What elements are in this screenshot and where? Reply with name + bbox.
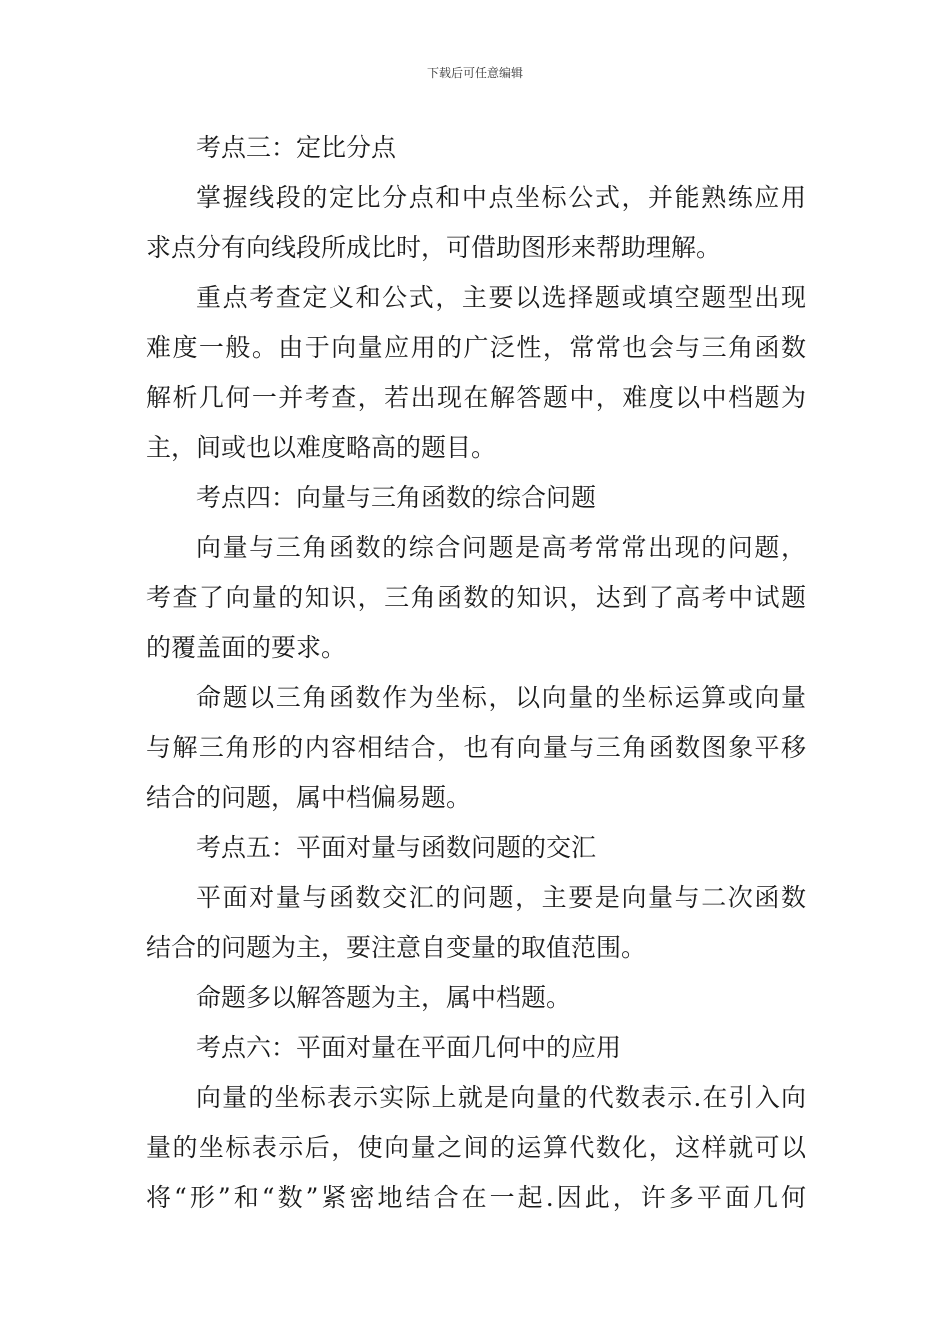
paragraph-line: 重点考查定义和公式，主要以选择题或填空题型出现 — [196, 283, 806, 312]
paragraph-line: 掌握线段的定比分点和中点坐标公式，并能熟练应用 — [196, 183, 806, 212]
paragraph-line: 平面对量与函数交汇的问题，主要是向量与二次函数 — [196, 883, 806, 912]
section-heading-5: 考点五：平面对量与函数问题的交汇 — [196, 833, 597, 862]
section-heading-4: 考点四：向量与三角函数的综合问题 — [196, 483, 597, 512]
paragraph-line: 主，间或也以难度略高的题目。 — [146, 433, 497, 462]
section-heading-6: 考点六：平面对量在平面几何中的应用 — [196, 1033, 622, 1062]
paragraph-line: 将“形”和“数”紧密地结合在一起.因此，许多平面几何 — [146, 1183, 806, 1212]
paragraph-line: 求点分有向线段所成比时，可借助图形来帮助理解。 — [146, 233, 722, 262]
paragraph-line: 考查了向量的知识，三角函数的知识，达到了高考中试题 — [146, 583, 806, 612]
paragraph-line: 结合的问题为主，要注意自变量的取值范围。 — [146, 933, 647, 962]
paragraph-line: 向量与三角函数的综合问题是高考常常出现的问题， — [196, 533, 806, 562]
paragraph-line: 的覆盖面的要求。 — [146, 633, 347, 662]
paragraph-line: 量的坐标表示后，使向量之间的运算代数化，这样就可以 — [146, 1133, 806, 1162]
paragraph-line: 解析几何一并考查，若出现在解答题中，难度以中档题为 — [146, 383, 806, 412]
header-watermark: 下载后可任意编辑 — [426, 66, 523, 80]
paragraph-line: 命题多以解答题为主，属中档题。 — [196, 983, 572, 1012]
paragraph-line: 命题以三角函数作为坐标，以向量的坐标运算或向量 — [196, 683, 806, 712]
section-heading-3: 考点三：定比分点 — [196, 133, 397, 162]
paragraph-line: 向量的坐标表示实际上就是向量的代数表示.在引入向 — [196, 1083, 806, 1112]
paragraph-line: 难度一般。由于向量应用的广泛性，常常也会与三角函数 — [146, 333, 806, 362]
paragraph-line: 与解三角形的内容相结合，也有向量与三角函数图象平移 — [146, 733, 806, 762]
paragraph-line: 结合的问题，属中档偏易题。 — [146, 783, 472, 812]
